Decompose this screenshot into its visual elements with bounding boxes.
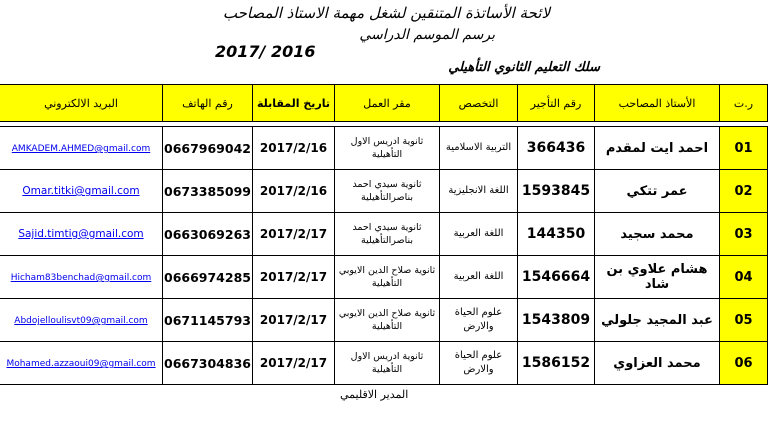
- row-num: 05: [720, 299, 768, 342]
- table-row: [0, 127, 768, 170]
- row-num: 06: [720, 342, 768, 385]
- specialty: اللغة الانجليزية: [440, 170, 518, 213]
- payroll-number: 1546664: [518, 256, 595, 299]
- payroll-number: 1586152: [518, 342, 595, 385]
- interview-date: 2017/2/16: [253, 127, 335, 170]
- header-name: الأستاذ المصاحب: [595, 85, 720, 122]
- header-specialty: التخصص: [440, 85, 518, 122]
- email-link[interactable]: Mohamed.azzaoui09@gmail.com: [6, 359, 156, 369]
- header-phone: رقم الهاتف: [163, 85, 253, 122]
- table-row: [0, 342, 768, 385]
- email-link[interactable]: Sajid.timtig@gmail.com: [18, 228, 144, 240]
- email-link[interactable]: AMKADEM.AHMED@gmail.com: [11, 144, 151, 154]
- teacher-name: هشام علاوي بن شاد: [595, 256, 720, 299]
- table-row: [0, 213, 768, 256]
- workplace: ثانوية سيدي احمد بناصرالتأهيلية: [335, 170, 440, 213]
- phone-number: 0667304836: [163, 342, 253, 385]
- interview-date: 2017/2/17: [253, 299, 335, 342]
- phone-number: 0671145793: [163, 299, 253, 342]
- header-num: ر.ت: [720, 85, 768, 122]
- teacher-name: محمد سجيد: [595, 213, 720, 256]
- signature-label: المدير الاقليمي: [340, 388, 409, 401]
- teacher-name: محمد العزاوي: [595, 342, 720, 385]
- workplace: ثانوية سيدي احمد بناصرالتأهيلية: [335, 213, 440, 256]
- school-year: 2017/ 2016: [215, 42, 316, 61]
- email-link[interactable]: Abdojelloulisvt09@gmail.com: [14, 316, 148, 326]
- specialty: اللغة العربية: [440, 256, 518, 299]
- phone-number: 0663069263: [163, 213, 253, 256]
- table-row: [0, 170, 768, 213]
- row-num: 03: [720, 213, 768, 256]
- phone-number: 0673385099: [163, 170, 253, 213]
- interview-date: 2017/2/17: [253, 342, 335, 385]
- payroll-number: 1593845: [518, 170, 595, 213]
- specialty: التربية الاسلامية: [440, 127, 518, 170]
- phone-number: 0667969042: [163, 127, 253, 170]
- interview-date: 2017/2/16: [253, 170, 335, 213]
- workplace: ثانوية صلاح الدين الايوبي التأهيلية: [335, 256, 440, 299]
- education-level: سلك التعليم الثانوي التأهيلي: [448, 60, 600, 75]
- teacher-name: احمد ايت لمقدم: [595, 127, 720, 170]
- row-num: 04: [720, 256, 768, 299]
- table-row: [0, 256, 768, 299]
- document-subtitle: برسم الموسم الدراسي: [359, 27, 495, 43]
- row-num: 01: [720, 127, 768, 170]
- payroll-number: 1543809: [518, 299, 595, 342]
- workplace: ثانوية صلاح الدين الايوبي التأهيلية: [335, 299, 440, 342]
- specialty: اللغة العربية: [440, 213, 518, 256]
- workplace: ثانوية ادريس الاول التأهيلية: [335, 127, 440, 170]
- payroll-number: 366436: [518, 127, 595, 170]
- table-row: [0, 299, 768, 342]
- workplace: ثانوية ادريس الاول التأهيلية: [335, 342, 440, 385]
- header-interview-date: تاريخ المقابلة: [253, 85, 335, 122]
- teacher-name: عمر تتكي: [595, 170, 720, 213]
- interview-date: 2017/2/17: [253, 256, 335, 299]
- specialty: علوم الحياة والارض: [440, 342, 518, 385]
- document-title: لائحة الأساتذة المتنقين لشغل مهمة الاستاذ المصاحب: [222, 4, 550, 22]
- teacher-name: عبد المجيد جلولي: [595, 299, 720, 342]
- specialty: علوم الحياة والارض: [440, 299, 518, 342]
- header-email: البريد الالكتروني: [0, 85, 163, 122]
- email-link[interactable]: Hicham83benchad@gmail.com: [10, 273, 152, 283]
- header-code: رقم التأجير: [518, 85, 595, 122]
- teachers-table: [0, 84, 768, 385]
- interview-date: 2017/2/17: [253, 213, 335, 256]
- payroll-number: 144350: [518, 213, 595, 256]
- header-workplace: مقر العمل: [335, 85, 440, 122]
- table-header-row: [0, 85, 768, 122]
- phone-number: 0666974285: [163, 256, 253, 299]
- row-num: 02: [720, 170, 768, 213]
- email-link[interactable]: Omar.titki@gmail.com: [22, 185, 140, 197]
